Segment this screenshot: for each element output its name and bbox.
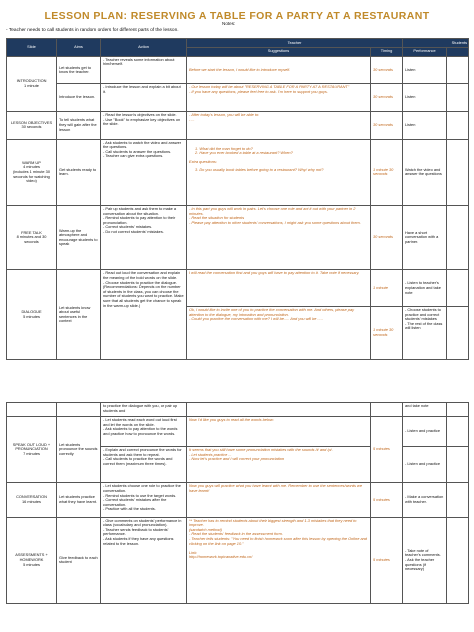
table-row — [7, 84, 469, 112]
performance-cell: - Make a conversation with teacher. — [403, 483, 447, 517]
performance-cell: Listen — [403, 84, 447, 112]
aim-cell: Introduce the lesson. — [57, 84, 101, 112]
performance-cell: Listen — [403, 111, 447, 139]
warmup-question-2: 2. Have you ever booked a table at a restaurant? When? — [195, 150, 293, 156]
header-slide: Slide — [7, 39, 57, 57]
suggestion-cell: Ok, I would like to invite one of you to practice the conversation with me. And others, please pay attention to the dialogue, my intonation and pronunciation. - Could you practice the conversation with me? I will be..... And you will be ..... — [187, 307, 371, 360]
stage-introduction: INTRODUCTION 1 minute — [7, 56, 57, 111]
performance-cell: Listen — [403, 56, 447, 84]
action-cell: - Let students read each word out loud first and let the words on the slide. - Ask students to pay attention to the words and practice how to pronounce the words. — [101, 417, 187, 447]
table-row — [7, 403, 469, 417]
action-cell: - Teacher reveals some information about him/herself. — [101, 56, 187, 84]
header-performance: Performance — [403, 47, 447, 56]
action-cell: - Let students choose one role to practice the conversation. - Remind students to use the target words. - Correct students' mistakes after the conversation. - Practice with all the students. — [101, 483, 187, 517]
table-row — [7, 270, 469, 307]
aim-cell: Get students ready to learn. — [57, 139, 101, 206]
lesson-plan-table-page-1 — [6, 38, 469, 360]
timing-cell: 5 minutes — [371, 517, 403, 603]
suggestion-cell: - Our lesson today will be about "RESERVING A TABLE FOR A PARTY AT A RESTAURANT" - If you have any questions, please feel free to ask. I'm here to support you guys. — [187, 84, 371, 112]
table-row — [7, 483, 469, 517]
performance-cell: and take note — [403, 403, 447, 417]
warmup-question-1: 1. What did the man forget to do? — [195, 145, 253, 151]
suggestion-cell: - After today's lesson, you will be able to: - ... — [187, 111, 371, 139]
stage-warm-up: WARM UP 4 minutes (includes 1 minute 30 seconds for watching video) — [7, 139, 57, 206]
aim-cell: Let students pronounce the sounds correctly — [57, 417, 101, 483]
table-row — [7, 111, 469, 139]
note-text: - Teacher needs to call students in random orders for different parts of the lesson. — [6, 28, 179, 33]
aim-cell: Let students get to know the teacher. — [57, 56, 101, 84]
aim-cell: To tell students what they will gain after the lesson — [57, 111, 101, 139]
action-cell: - Read the lesson's objectives on the slide. - Use "Book" to emphasize key objectives on the slide. — [101, 111, 187, 139]
suggestion-cell: - In this part you guys will work in pairs. Let's choose one role and act it out with your partner in 2 minutes. - Read the situation for students - Please pay attention to other students' conversations, I might ask you some questions about them. — [187, 206, 371, 270]
aim-cell: Give feedback to each student — [57, 517, 101, 603]
stage-conversation: CONVERSATION 16 minutes — [7, 483, 57, 517]
action-cell: - Read out loud the conversation and explain the meaning of the bold words on the slide. - Choose students to practice the dialogue. (Recommendations: Depends on the number of students in the class, you can choose the number of students you want to practice. Make sure that all students get the chance to speak in the warm-up slide.) — [101, 270, 187, 360]
action-cell: - Introduce the lesson and explain a bit about it. — [101, 84, 187, 112]
warmup-extra-label: Extra questions: — [189, 158, 217, 164]
action-cell: - Give comments on students' performance in class (vocabulary and pronunciation). - Teacher sends feedback to students' performance. - Ask students if they have any questions related to the lesson. — [101, 517, 187, 603]
header-aims: Aims — [57, 39, 101, 57]
timing-cell: 5 minutes — [371, 483, 403, 517]
performance-cell: - Take note of teacher's comments. - Ask the teacher questions (if necessary) — [403, 517, 447, 603]
table-row — [7, 417, 469, 447]
stage-free-talk: FREE TALK 8 minutes and 30 seconds — [7, 206, 57, 270]
suggestion-cell: I will read the conversation first and you guys will have to pay attention to it. Take note if necessary. — [187, 270, 371, 307]
action-cell: to practice the dialogue with you, or pair up students and — [101, 403, 187, 417]
suggestion-cell: Now I'd like you guys to read all the words below: — [187, 417, 371, 447]
stage-assessments: ASSESSMENTS + HOMEWORK 5 minutes — [7, 517, 57, 603]
table-row — [7, 139, 469, 206]
action-cell: - Ask students to watch the video and answer the questions. - Call students to answer the questions. - Teacher can give extra questions. — [101, 139, 187, 206]
suggestion-cell: Before we start the lesson, I would like to introduce myself. — [187, 56, 371, 84]
action-cell: - Explain and correct pronounce the words for students and ask them to repeat. - Call students to practice the words and correct them (maximum three times). — [101, 447, 187, 483]
timing-cell: 30 seconds — [371, 84, 403, 112]
timing-cell: 30 seconds — [371, 56, 403, 84]
aim-cell: Let students know about useful sentences in the context — [57, 270, 101, 360]
timing-cell: 1 minute 30 seconds — [371, 139, 403, 206]
timing-cell: 5 minutes — [371, 417, 403, 483]
table-row — [7, 206, 469, 270]
table-row — [7, 517, 469, 603]
header-action: Action — [101, 39, 187, 57]
page-title: LESSON PLAN: RESERVING A TABLE FOR A PARTY AT A RESTAURANT — [44, 10, 430, 22]
aim-cell: Warm-up the atmosphere and encourage students to speak — [57, 206, 101, 270]
suggestion-cell: Now you guys will practice what you have learnt with me. Remember to use the sentences/words we have learnt! — [187, 483, 371, 517]
suggestion-cell: ** Teacher has to remind students about their biggest strength and 1-3 mistakes that they need to improve. (sandwich method) - Read the students' feedback in the assessment form. - Teacher tells students: "You need to finish homework soon after this lesson by opening the Online and clicking on the link on page 10." Link: http://homework.topicanative.edu.vn/ — [187, 517, 371, 603]
timing-cell: 30 seconds — [371, 206, 403, 270]
action-cell: - Pair up students and ask them to make a conversation about the situation. - Remind students to pay attention to their pronunciation. - Correct students' mistakes. - Do not correct students' mistakes. — [101, 206, 187, 270]
timing-cell: 1 minute 30 seconds — [371, 307, 403, 360]
timing-cell: 1 minute — [371, 270, 403, 307]
table-row — [7, 56, 469, 84]
stage-speak-out-loud: SPEAK OUT LOUD + PRONUNCIATION 7 minutes — [7, 417, 57, 483]
stage-dialogue: DIALOGUE 5 minutes — [7, 270, 57, 360]
performance-cell: - Choose students to practice and correct students' mistakes - The rest of the class will listen — [403, 307, 447, 360]
aim-cell: Let students practice what they have learnt. — [57, 483, 101, 517]
stage-objectives: LESSON OBJECTIVES 30 seconds — [7, 111, 57, 139]
performance-cell: Watch the video and answer the questions — [403, 139, 447, 206]
performance-cell: - Listen and practice — [403, 447, 447, 483]
header-students: Students — [403, 39, 469, 48]
header-suggestions: Suggestions — [187, 47, 371, 56]
lesson-plan-table-page-2 — [6, 402, 469, 604]
performance-cell: Have a short conversation with a partner. — [403, 206, 447, 270]
suggestion-cell: It seems that you still have some pronunciation mistakes with the sounds /t/ and /p/. - Let students practice ... - Now let's practice and I will correct your pronunciation — [187, 447, 371, 483]
performance-cell: - Listen to teacher's explanation and take note — [403, 270, 447, 307]
notes-label: Notes: — [222, 21, 236, 26]
suggestion-cell — [187, 139, 371, 206]
performance-cell: - Listen and practice — [403, 417, 447, 447]
header-teacher: Teacher — [187, 39, 403, 48]
warmup-question-3: 3. Do you usually book tables before going to a restaurant? Why/ why not? — [195, 167, 324, 173]
header-timing: Timing — [371, 47, 403, 56]
timing-cell: 30 seconds — [371, 111, 403, 139]
